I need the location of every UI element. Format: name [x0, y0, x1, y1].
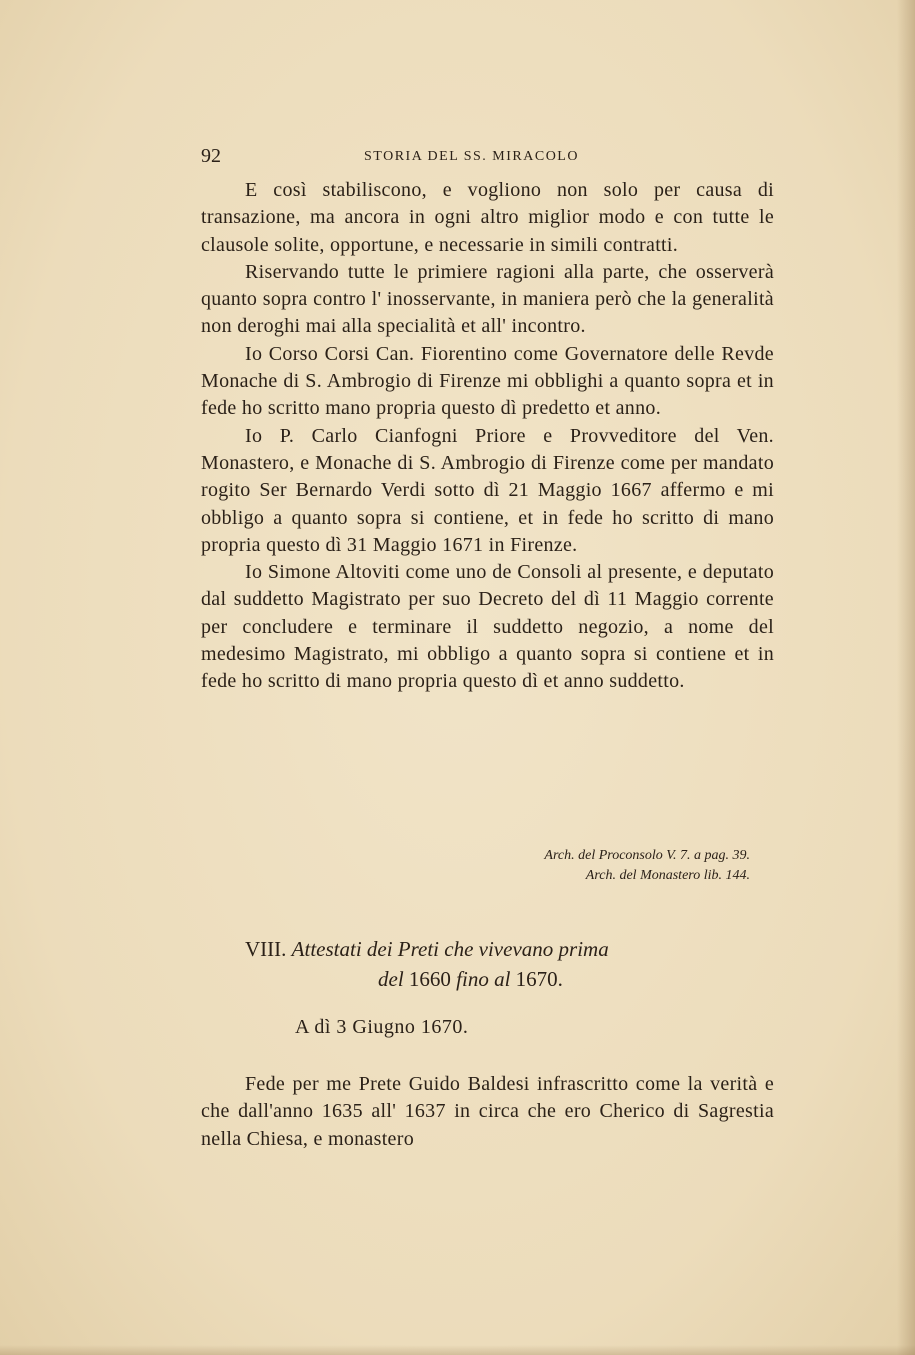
section-title-fino: fino: [456, 967, 489, 991]
page-edge-shadow: [897, 0, 915, 1355]
section-heading: [245, 934, 745, 994]
running-head: [201, 145, 773, 169]
paragraph: Fede per me Prete Guido Baldesi infrascritto come la verità e che dall'anno 1635 all' 1637 in circa che ero Cherico di Sagrestia nella Chiesa, e monastero: [201, 1073, 774, 1150]
date-line: A dì 3 Giugno 1670.: [295, 1016, 469, 1038]
paragraph: E così stabiliscono, e vogliono non solo per causa di transazione, ma ancora in ogni altro miglior modo e con tutte le clausole solite, opportune, e necessarie in simili contratti.: [201, 179, 774, 256]
continued-text: [201, 1071, 774, 1153]
section-title-line2: [245, 964, 745, 994]
paragraph: Io Simone Altoviti come uno de Consoli al presente, e deputato dal suddetto Magistrato per suo Decreto del dì 11 Maggio corrente per concludere e terminare il suddetto negozio, a nome del medesimo Magistrato, mi obbligo a quanto sopra si contiene et in fede ho scritto di mano propria questo dì et anno suddetto.: [201, 561, 774, 693]
source-citation: Arch. del Monastero lib. 144.: [585, 868, 750, 883]
section-title-year-end: 1670.: [515, 967, 563, 991]
section-number: VIII.: [245, 937, 287, 961]
section-title-al: al: [494, 967, 511, 991]
section-title-line1: Attestati dei Preti che vivevano prima: [291, 937, 609, 961]
paragraph: Riservando tutte le primiere ragioni alla parte, che osserverà quanto sopra contro l' inosservante, in maniera però che la generalità non deroghi mai alla specialità et all' incontro.: [201, 260, 774, 338]
paragraph: Io Corso Corsi Can. Fiorentino come Governatore delle Revde Monache di S. Ambrogio di Firenze mi obblighi a quanto sopra et in fede ho scritto mano propria questo dì predetto et anno.: [201, 342, 774, 420]
paragraph: Io P. Carlo Cianfogni Priore e Provveditore del Ven. Monastero, e Monache di S. Ambrogio di Firenze come per mandato rogito Ser Bernardo Verdi sotto dì 21 Maggio 1667 affermo e mi obbligo a quanto sopra si contiene, et in fede ho scritto di mano propria questo dì 31 Maggio 1671 in Firenze.: [201, 424, 774, 556]
source-citations: [440, 846, 750, 886]
main-text: [201, 177, 774, 696]
source-citation: Arch. del Proconsolo V. 7. a pag. 39.: [544, 848, 750, 863]
running-title: STORIA DEL SS. MIRACOLO: [364, 149, 579, 164]
section-title-del: del: [378, 967, 404, 991]
section-title-year-start: 1660: [408, 967, 451, 991]
page-bottom-shadow: [0, 1345, 915, 1355]
page-number: 92: [201, 145, 221, 167]
